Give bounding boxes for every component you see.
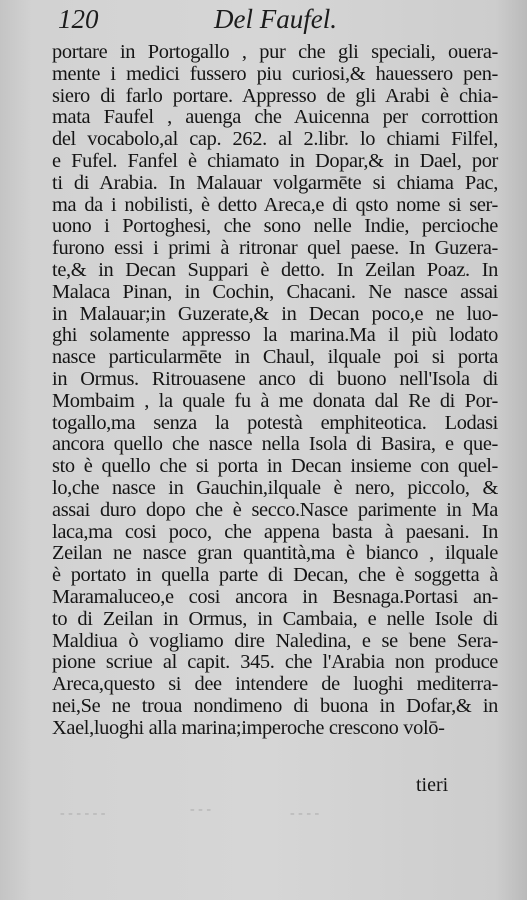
text-line: Xael,luoghi alla marina;imperoche crescono volō- bbox=[52, 716, 445, 739]
text-line: pione scriue al capit. 345. che l'Arabia non produce bbox=[52, 651, 498, 674]
text-line: laca,ma cosi poco, che appena basta à paesani. In bbox=[52, 520, 498, 543]
text-line: togallo,ma senza la potestà emphiteotica. Lodasi bbox=[52, 411, 498, 434]
text-line: Maramaluceo,e cosi ancora in Besnaga.Portasi an- bbox=[52, 585, 498, 608]
body-text bbox=[52, 42, 498, 740]
text-line: è portato in quella parte di Decan, che è soggetta à bbox=[52, 564, 498, 587]
text-line: ancora quello che nasce nella Isola di Basira, e que- bbox=[52, 433, 498, 456]
text-line: furono essi i primi à ritronar quel paese. In Guzera- bbox=[52, 237, 498, 260]
text-line: portare in Portogallo , pur che gli speciali, ouera- bbox=[52, 41, 498, 63]
page-number: 120 bbox=[58, 4, 99, 34]
text-line: Malaca Pinan, in Cochin, Chacani. Ne nasce assai bbox=[52, 280, 498, 303]
show-through-marks: ‑ ‑ ‑ ‑ ‑ ‑ ‑ ‑ ‑ ‑ ‑ ‑ ‑ bbox=[60, 802, 320, 821]
text-line: uono i Portoghesi, che sono nelle Indie, percioche bbox=[52, 215, 498, 238]
text-line: mente i medici fussero piu curiosi,& hauessero pen- bbox=[52, 62, 498, 85]
text-line: Zeilan ne nasce gran quantità,ma è bianco , ilquale bbox=[52, 542, 498, 565]
text-line: mata Faufel , auenga che Auicenna per corrottion bbox=[52, 106, 498, 129]
text-line: to di Zeilan in Ormus, in Cambaia, e nelle Isole di bbox=[52, 607, 498, 630]
text-line: in Ormus. Ritrouasene anco di buono nell'Isola di bbox=[52, 367, 498, 390]
text-line: ti di Arabia. In Malauar volgarmēte si chiama Pac, bbox=[52, 171, 498, 194]
text-line: e Fufel. Fanfel è chiamato in Dopar,& in Dael, por bbox=[52, 149, 498, 172]
text-line: nasce particularmēte in Chaul, ilquale poi si porta bbox=[52, 346, 498, 369]
text-line: Areca,questo si dee intendere de luoghi mediterra- bbox=[52, 673, 498, 696]
text-line: siero di farlo portare. Appresso de gli Arabi è chia- bbox=[52, 84, 498, 107]
text-line: lo,che nasce in Gauchin,ilquale è nero, piccolo, & bbox=[52, 476, 498, 499]
text-line: ghi solamente appresso la marina.Ma il più lodato bbox=[52, 324, 498, 347]
text-line: nei,Se ne troua nondimeno di buona in Dofar,& in bbox=[52, 694, 498, 717]
catchword: tieri bbox=[416, 774, 449, 796]
text-line: te,& in Decan Suppari è detto. In Zeilan Poaz. In bbox=[52, 258, 498, 281]
text-line: ma da i nobilisti, è detto Areca,e di qsto nome si ser- bbox=[52, 193, 498, 216]
text-line: sto è quello che si porta in Decan insieme con quel- bbox=[52, 455, 498, 478]
text-line: assai duro dopo che è secco.Nasce parimente in Ma bbox=[52, 498, 498, 521]
text-line: in Malauar;in Guzerate,& in Decan poco,e ne luo- bbox=[52, 302, 498, 325]
text-line: Mombaim , la quale fu à me donata dal Re di Por- bbox=[52, 389, 498, 412]
running-head: Del Faufel. bbox=[214, 4, 337, 34]
text-line: Maldiua ò vogliamo dire Naledina, e se bene Sera- bbox=[52, 629, 498, 652]
text-line: del vocabolo,al cap. 262. al 2.libr. lo chiami Filfel, bbox=[52, 128, 498, 151]
page-header bbox=[0, 0, 527, 44]
